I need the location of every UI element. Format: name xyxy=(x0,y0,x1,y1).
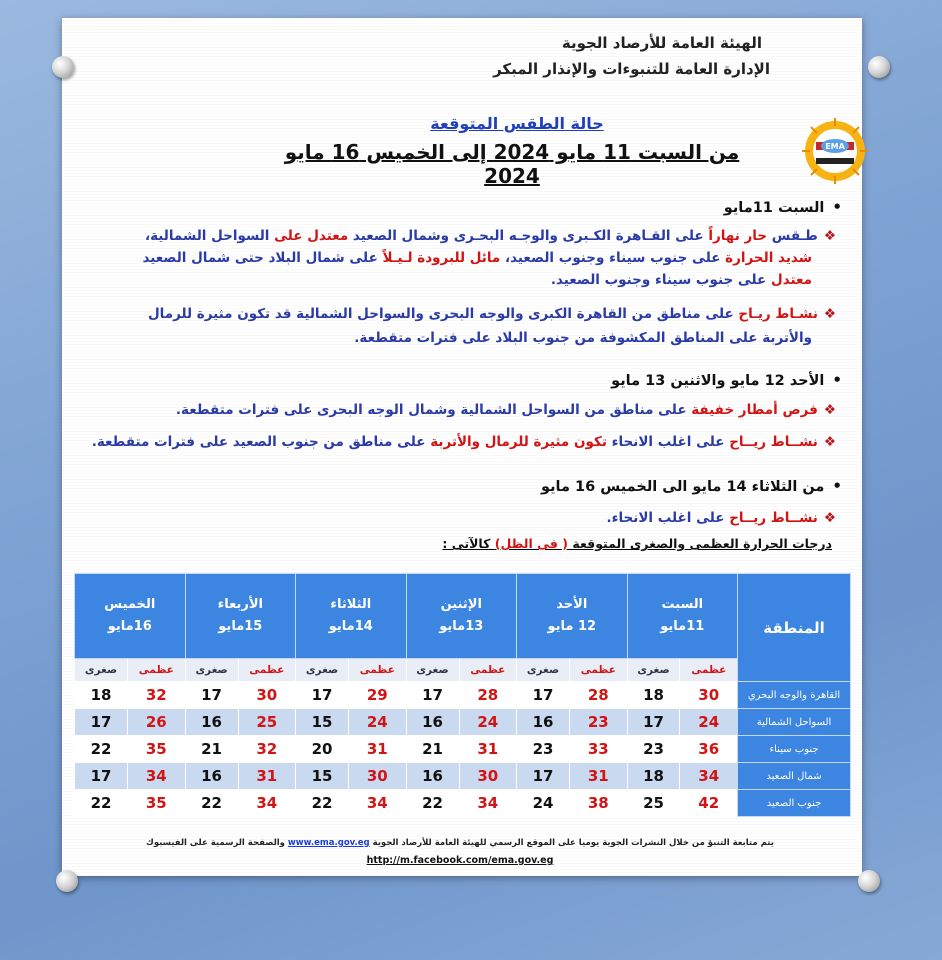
table-row xyxy=(75,682,851,709)
diamond-bullet-icon: ❖ xyxy=(823,434,836,450)
min-label: صغرى xyxy=(406,659,459,682)
min-temp: 22 xyxy=(75,790,128,817)
region-name: شمال الصعيد xyxy=(738,763,851,790)
day-header: الإثنين 13مايو xyxy=(406,574,516,659)
max-temp: 28 xyxy=(459,682,517,709)
region-name: السواحل الشمالية xyxy=(738,709,851,736)
max-temp: 34 xyxy=(349,790,407,817)
diamond-bullet-icon: ❖ xyxy=(823,510,836,526)
max-temp: 31 xyxy=(459,736,517,763)
website-link[interactable]: www.ema.gov.eg xyxy=(287,838,370,848)
min-temp: 18 xyxy=(627,682,680,709)
table-row xyxy=(75,736,851,763)
min-label: صغرى xyxy=(185,659,238,682)
diamond-bullet-icon: ❖ xyxy=(823,228,836,244)
max-temp: 36 xyxy=(680,736,738,763)
max-label: عظمى xyxy=(680,659,738,682)
max-temp: 30 xyxy=(680,682,738,709)
day1-item2-line1: ❖نشـاط ريـاح على مناطق من القاهرة الكبرى والوجه البحرى والسواحل الشمالية قد تكون مثيرة للرمال xyxy=(147,306,836,322)
min-temp: 16 xyxy=(185,709,238,736)
facebook-link[interactable]: http://m.facebook.com/ema.gov.eg xyxy=(366,855,554,866)
min-temp: 20 xyxy=(296,736,349,763)
day2-item2: ❖نشــاط ريــاح على اغلب الانحاء تكون مثيرة للرمال والأتربة على مناطق من جنوب الصعيد على فترات متقطعة. xyxy=(91,434,836,450)
max-temp: 34 xyxy=(128,763,186,790)
day-header: الأحد 12 مايو xyxy=(517,574,627,659)
max-temp: 31 xyxy=(570,763,628,790)
min-temp: 21 xyxy=(406,736,459,763)
min-temp: 16 xyxy=(185,763,238,790)
max-label: عظمى xyxy=(128,659,186,682)
min-label: صغرى xyxy=(296,659,349,682)
min-temp: 16 xyxy=(517,709,570,736)
min-temp: 18 xyxy=(75,682,128,709)
max-temp: 26 xyxy=(128,709,186,736)
max-temp: 34 xyxy=(459,790,517,817)
min-temp: 15 xyxy=(296,763,349,790)
max-temp: 31 xyxy=(349,736,407,763)
min-temp: 16 xyxy=(406,763,459,790)
min-temp: 21 xyxy=(185,736,238,763)
day-header: الخميس 16مايو xyxy=(75,574,186,659)
ema-logo xyxy=(802,118,868,184)
table-row xyxy=(75,763,851,790)
min-temp: 24 xyxy=(517,790,570,817)
max-temp: 23 xyxy=(570,709,628,736)
footer-note: يتم متابعة التنبؤ من خلال النشرات الجوية يوميا على الموقع الرسمي للهيئة العامة للأرصاد الجوية www.ema.gov.eg والصفحة الرسمية على الفيسبوك xyxy=(146,838,774,848)
min-temp: 17 xyxy=(185,682,238,709)
day3-heading: •من الثلاثاء 14 مايو الى الخميس 16 مايو xyxy=(540,477,842,495)
day-header: الثلاثاء 14مايو xyxy=(296,574,406,659)
min-temp: 23 xyxy=(627,736,680,763)
min-temp: 17 xyxy=(517,682,570,709)
max-label: عظمى xyxy=(570,659,628,682)
day3-item1: ❖نشــاط ريــاح على اغلب الانحاء. xyxy=(606,510,836,526)
org-name-line1: الهيئة العامة للأرصاد الجوية xyxy=(561,34,762,52)
bullet-icon: • xyxy=(832,477,842,495)
bulletin-title: حالة الطقس المتوقعة xyxy=(430,114,604,133)
bulletin-period: من السبت 11 مايو 2024 إلى الخميس 16 مايو 2024 xyxy=(284,140,740,188)
day1-item2-line2: والأتربة على المناطق المكشوفة من جنوب البلاد على فترات متقطعة. xyxy=(354,330,812,346)
max-temp: 31 xyxy=(238,763,296,790)
day-header: السبت 11مايو xyxy=(627,574,737,659)
temperature-table xyxy=(74,573,851,817)
max-temp: 32 xyxy=(238,736,296,763)
min-temp: 17 xyxy=(75,763,128,790)
min-temp: 15 xyxy=(296,709,349,736)
pushpin-icon xyxy=(56,870,78,892)
max-temp: 25 xyxy=(238,709,296,736)
day1-heading: •السبت 11مايو xyxy=(723,198,842,216)
day-header: الأربعاء 15مايو xyxy=(185,574,295,659)
min-temp: 22 xyxy=(185,790,238,817)
diamond-bullet-icon: ❖ xyxy=(823,402,836,418)
max-temp: 34 xyxy=(680,763,738,790)
max-temp: 34 xyxy=(238,790,296,817)
region-column-header: المنطقة xyxy=(738,574,851,682)
max-label: عظمى xyxy=(238,659,296,682)
min-temp: 17 xyxy=(296,682,349,709)
min-temp: 17 xyxy=(75,709,128,736)
temps-caption: درجات الحرارة العظمى والصغرى المتوقعة ( فى الظل) كالآتى : xyxy=(442,536,832,551)
day1-item1-line1: ❖طـقس حار نهاراً على القـاهرة الكـبرى والوجـه البحـرى وشمال الصعيد معتدل على السواحل الشمالية، xyxy=(144,228,836,244)
min-temp: 22 xyxy=(296,790,349,817)
region-name: جنوب الصعيد xyxy=(738,790,851,817)
max-temp: 33 xyxy=(570,736,628,763)
pushpin-icon xyxy=(868,56,890,78)
max-temp: 35 xyxy=(128,790,186,817)
org-name-line2: الإدارة العامة للتنبوءات والإنذار المبكر xyxy=(493,60,770,78)
max-temp: 28 xyxy=(570,682,628,709)
max-temp: 29 xyxy=(349,682,407,709)
max-label: عظمى xyxy=(349,659,407,682)
min-temp: 23 xyxy=(517,736,570,763)
min-label: صغرى xyxy=(75,659,128,682)
min-temp: 17 xyxy=(406,682,459,709)
min-temp: 25 xyxy=(627,790,680,817)
day1-item1-line2: شديد الحرارة على جنوب سيناء وجنوب الصعيد، مائل للبرودة لـيـلاً على شمال البلاد حتى شمال الصعيد xyxy=(142,250,812,266)
max-temp: 32 xyxy=(128,682,186,709)
table-row xyxy=(75,709,851,736)
min-temp: 17 xyxy=(627,709,680,736)
max-temp: 35 xyxy=(128,736,186,763)
max-temp: 30 xyxy=(238,682,296,709)
logo-text: EMA xyxy=(825,142,845,151)
max-temp: 30 xyxy=(459,763,517,790)
day1-item1-line3: معتدل على جنوب سيناء وجنوب الصعيد. xyxy=(550,272,812,288)
min-temp: 16 xyxy=(406,709,459,736)
day2-item1: ❖فرص أمطار خفيفة على مناطق من السواحل الشمالية وشمال الوجه البحرى على فترات متقطعة. xyxy=(175,402,836,418)
min-label: صغرى xyxy=(517,659,570,682)
day2-heading: •الأحد 12 مايو والاثنين 13 مايو xyxy=(611,371,842,389)
max-temp: 24 xyxy=(680,709,738,736)
pushpin-icon xyxy=(858,870,880,892)
max-temp: 30 xyxy=(349,763,407,790)
min-temp: 18 xyxy=(627,763,680,790)
min-temp: 17 xyxy=(517,763,570,790)
max-temp: 24 xyxy=(349,709,407,736)
region-name: القاهرة والوجه البحري xyxy=(738,682,851,709)
table-row xyxy=(75,790,851,817)
pushpin-icon xyxy=(52,56,74,78)
min-temp: 22 xyxy=(75,736,128,763)
max-label: عظمى xyxy=(459,659,517,682)
min-label: صغرى xyxy=(627,659,680,682)
max-temp: 38 xyxy=(570,790,628,817)
bullet-icon: • xyxy=(832,198,842,216)
region-name: جنوب سيناء xyxy=(738,736,851,763)
min-temp: 22 xyxy=(406,790,459,817)
bullet-icon: • xyxy=(832,371,842,389)
max-temp: 24 xyxy=(459,709,517,736)
diamond-bullet-icon: ❖ xyxy=(823,306,836,322)
max-temp: 42 xyxy=(680,790,738,817)
